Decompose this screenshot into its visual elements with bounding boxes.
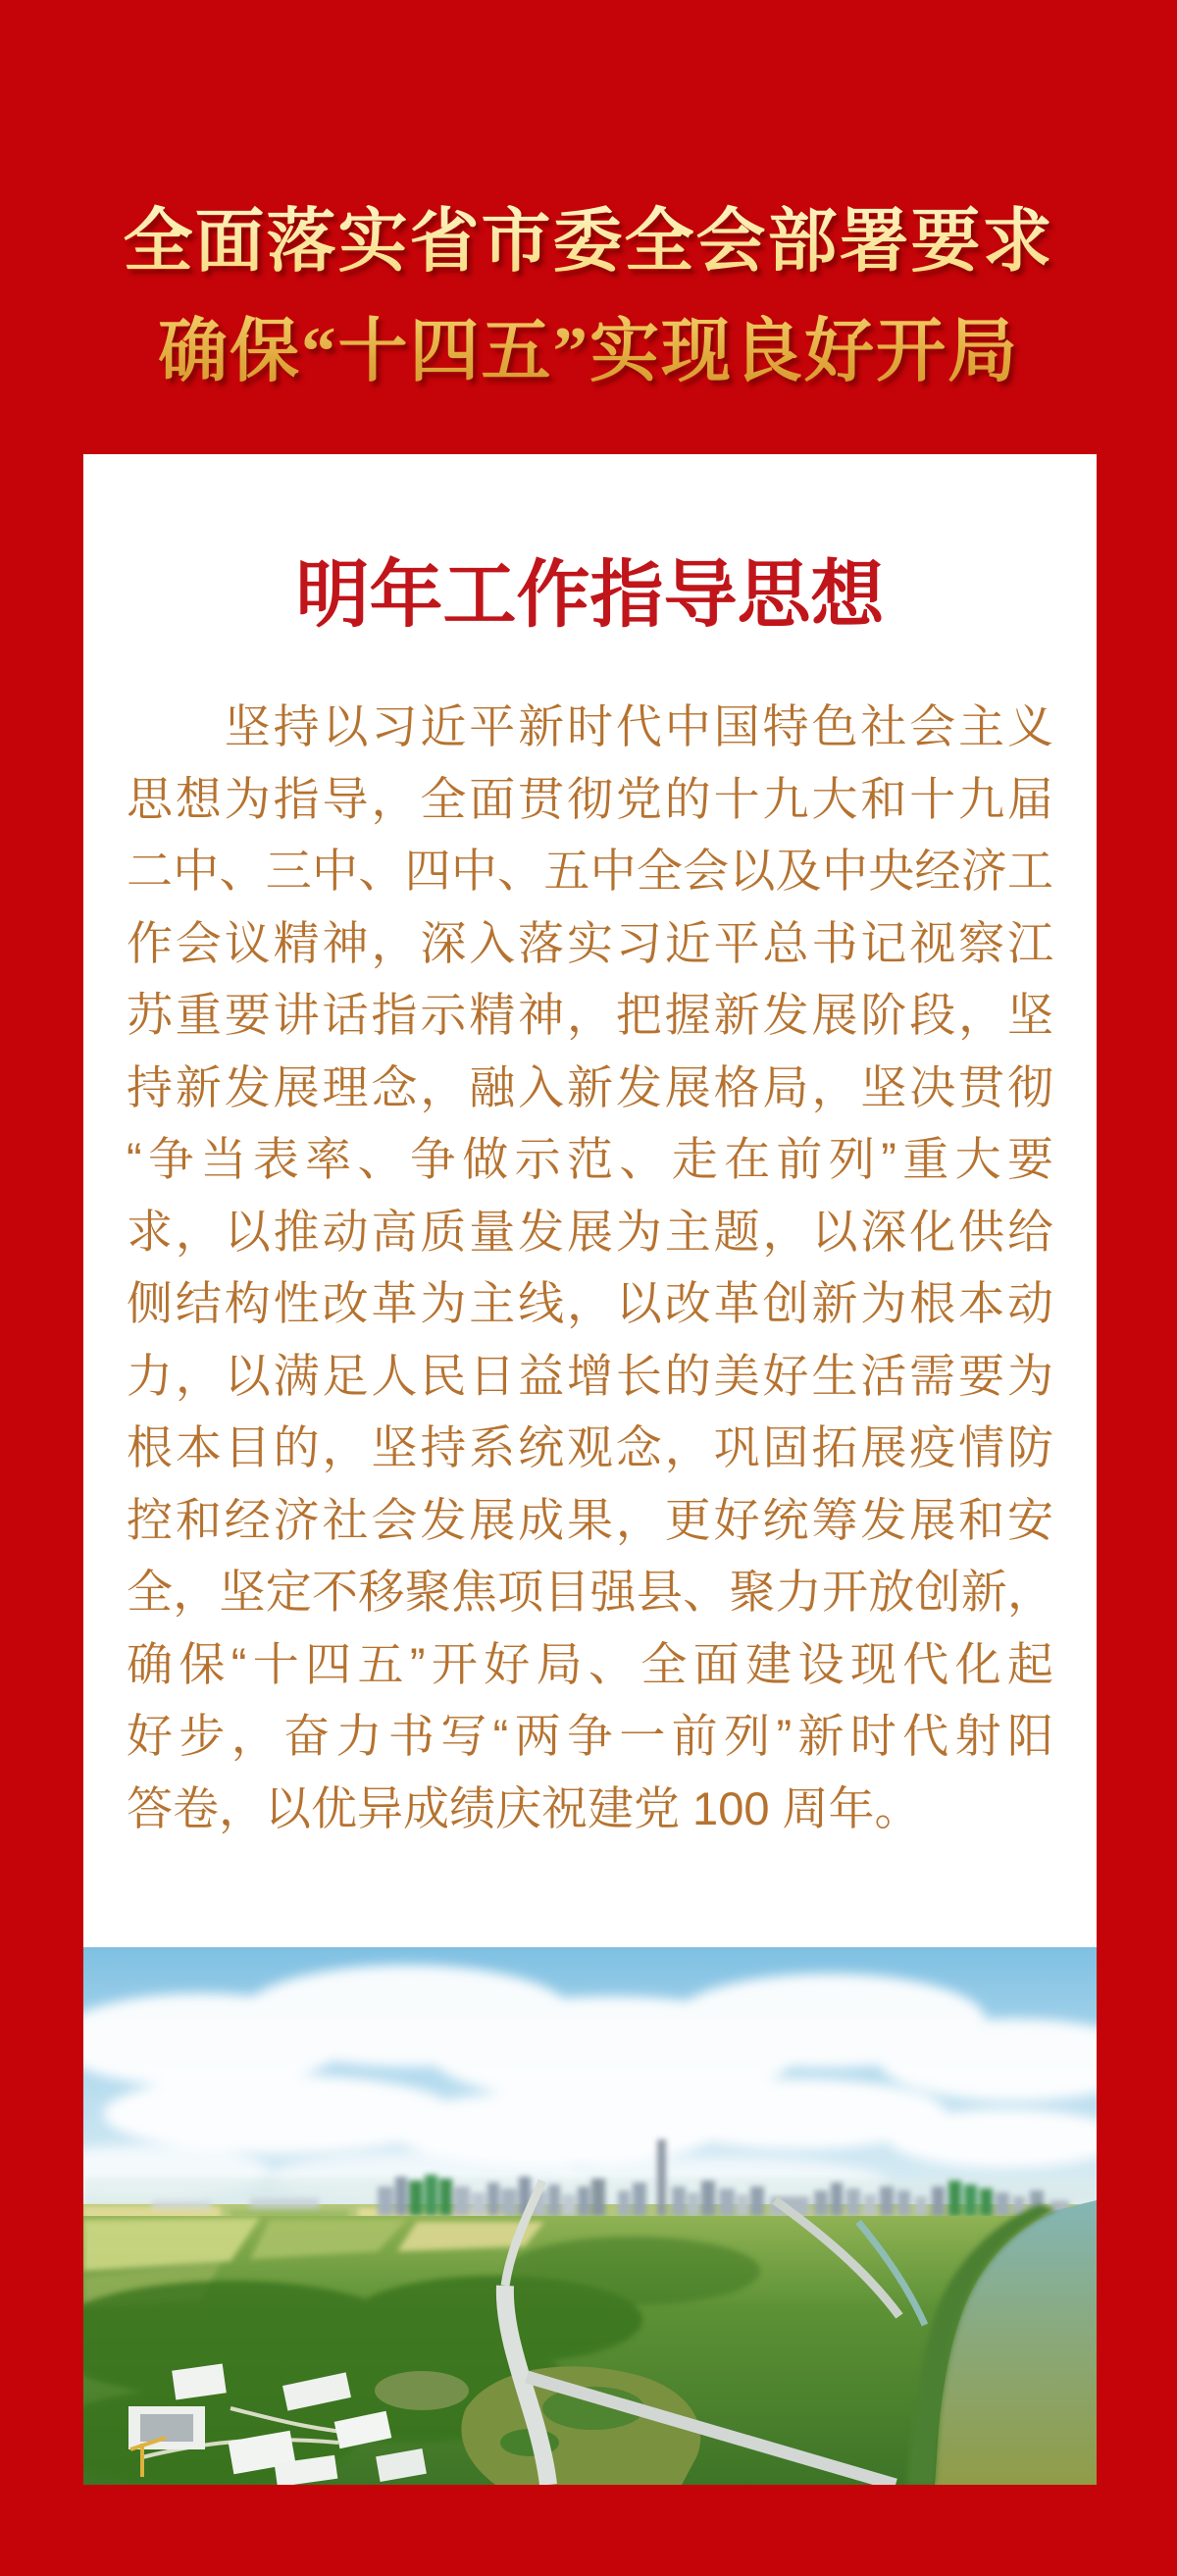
body-text-line: 苏重要讲话指示精神，把握新发展阶段，坚 [127,989,1053,1041]
body-text-line: 力，以满足人民日益增长的美好生活需要为 [127,1349,1053,1402]
body-text-line: 根本目的，坚持系统观念，巩固拓展疫情防 [127,1421,1053,1473]
body-text-line: “争当表率、争做示范、走在前列”重大要 [127,1133,1053,1185]
body-text-line: 二中、三中、四中、五中全会以及中央经济工 [127,845,1053,897]
body-text-line: 全，坚定不移聚焦项目强县、聚力开放创新， [127,1566,1053,1618]
photo-sky [83,1947,1097,2232]
aerial-photo [83,1947,1097,2485]
body-text-line: 作会议精神，深入落实习近平总书记视察江 [127,916,1053,969]
content-card [83,454,1097,2485]
body-text-line: 确保“十四五”开好局、全面建设现代化起 [127,1637,1053,1690]
body-text-line: 好步，奋力书写“两争一前列”新时代射阳 [127,1710,1053,1762]
banner-title-line-1: 全面落实省市委全会部署要求 [123,204,1054,281]
body-text-line: 持新发展理念，融入新发展格局，坚决贯彻 [127,1060,1053,1113]
card-heading: 明年工作指导思想 [295,555,885,637]
body-text-line: 求，以推动高质量发展为主题，以深化供给 [127,1205,1053,1258]
body-text-line: 思想为指导，全面贯彻党的十九大和十九届 [127,772,1053,825]
body-text-line: 控和经济社会发展成果，更好统筹发展和安 [127,1493,1053,1546]
body-text-line: 答卷，以优异成绩庆祝建党 100 周年。 [127,1781,921,1834]
body-text [127,691,1053,1844]
banner-title-line-2: 确保“十四五”实现良好开局 [157,314,1019,390]
body-text-line: 坚持以习近平新时代中国特色社会主义 [127,700,1053,752]
body-text-line: 侧结构性改革为主线，以改革创新为根本动 [127,1277,1053,1329]
banner-title [0,187,1177,407]
